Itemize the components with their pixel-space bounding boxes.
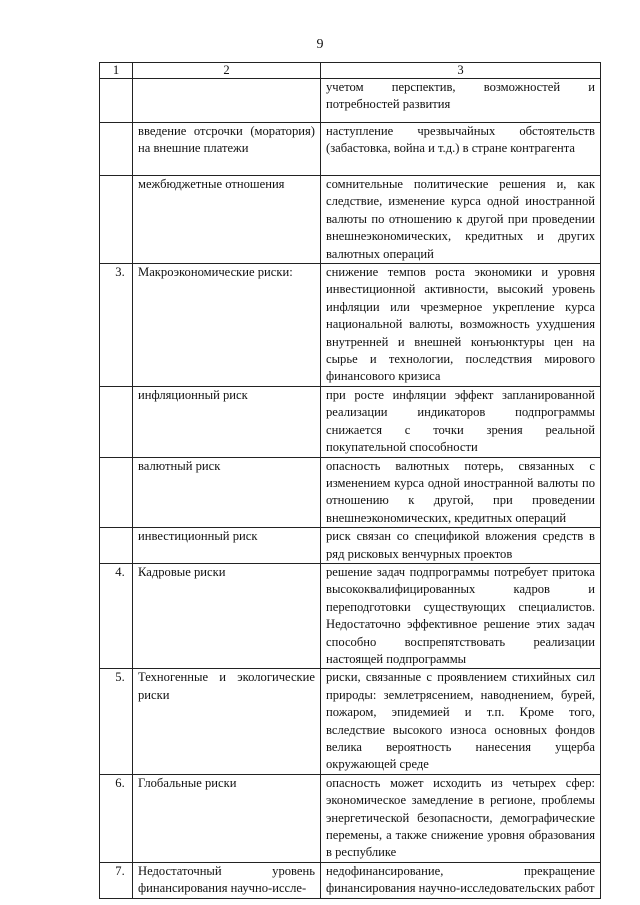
table-row [100,264,601,387]
row-number [100,123,133,176]
table-row [100,176,601,264]
table-row [100,528,601,564]
risk-name: инвестиционный риск [133,528,321,564]
row-number [100,457,133,528]
risk-description: недофинансирование, прекращение финансирования научно-исследовательских работ [321,862,601,898]
row-number [100,563,133,668]
risk-description: опасность валютных потерь, связанных с изменением курса одной иностранной валюты по отношению к другой, при проведении внешнеэкономических, кредитных операций [321,457,601,528]
row-number [100,862,133,898]
risk-description: опасность может исходить из четырех сфер: экономическое замедление в регионе, проблемы энергетической безопасности, демографические перемены, а также снижение уровня образования в республике [321,774,601,862]
table-row [100,386,601,457]
row-number-text: 6. [115,775,125,790]
risk-name: межбюджетные отношения [133,176,321,264]
row-number-text: 5. [115,670,125,685]
risk-name: Глобальные риски [133,774,321,862]
risk-description: при росте инфляции эффект запланированной реализации индикаторов подпрограммы снижается с точки зрения реальной покупательной способности [321,386,601,457]
row-number-text: 3. [115,265,125,280]
risk-name: Недостаточный уровень финансирования научно-иссле- [133,862,321,898]
risk-name: валютный риск [133,457,321,528]
risk-description: наступление чрезвычайных обстоятельств (забастовка, война и т.д.) в стране контрагента [321,123,601,176]
risk-name [133,79,321,123]
row-number [100,386,133,457]
risk-name: введение отсрочки (моратория) на внешние платежи [133,123,321,176]
header-cell-2: 2 [133,63,321,79]
header-cell-3: 3 [321,63,601,79]
table-row [100,79,601,123]
risk-description: снижение темпов роста экономики и уровня инвестиционной активности, высокий уровень инфляции или чрезмерное укрепление курса национальной валюты, возможность ухудшения внутренней и внешней конъюнктуры цен на сырье и технологии, последствия мирового финансового кризиса [321,264,601,387]
row-number [100,264,133,387]
table-row [100,123,601,176]
risk-description: решение задач подпрограммы потребует притока высококвалифицированных кадров и переподготовки существующих специалистов. Недостаточно эффективное решение этих задач способно воспрепятствовать реализации настоящей подпрограммы [321,563,601,668]
row-number [100,528,133,564]
row-number [100,79,133,123]
risk-name: Макроэкономические риски: [133,264,321,387]
table-header-row [100,63,601,79]
table-row [100,457,601,528]
risk-table [99,62,601,899]
risk-description: сомнительные политические решения и, как следствие, изменение курса одной иностранной валюты по отношению к другой при проведении внешнеэкономических, кредитных и других валютных операций [321,176,601,264]
row-number [100,176,133,264]
risk-description: риск связан со спецификой вложения средств в ряд рисковых венчурных проектов [321,528,601,564]
row-number-text: 7. [115,863,125,878]
table-row [100,862,601,898]
risk-description: риски, связанные с проявлением стихийных сил природы: землетрясением, наводнением, бурей, пожаром, эпидемией и т.п. Кроме того, вследствие высокого износа основных фондов велика вероятность нанесения ущерба окружающей среде [321,669,601,774]
table-row [100,563,601,668]
table-row [100,669,601,774]
row-number-text: 4. [115,564,125,579]
risk-name: Техногенные и экологические риски [133,669,321,774]
row-number [100,774,133,862]
risk-description: учетом перспектив, возможностей и потребностей развития [321,79,601,123]
risk-name: Кадровые риски [133,563,321,668]
header-cell-1: 1 [100,63,133,79]
row-number [100,669,133,774]
page-number: 9 [316,37,324,52]
risk-name: инфляционный риск [133,386,321,457]
table-row [100,774,601,862]
